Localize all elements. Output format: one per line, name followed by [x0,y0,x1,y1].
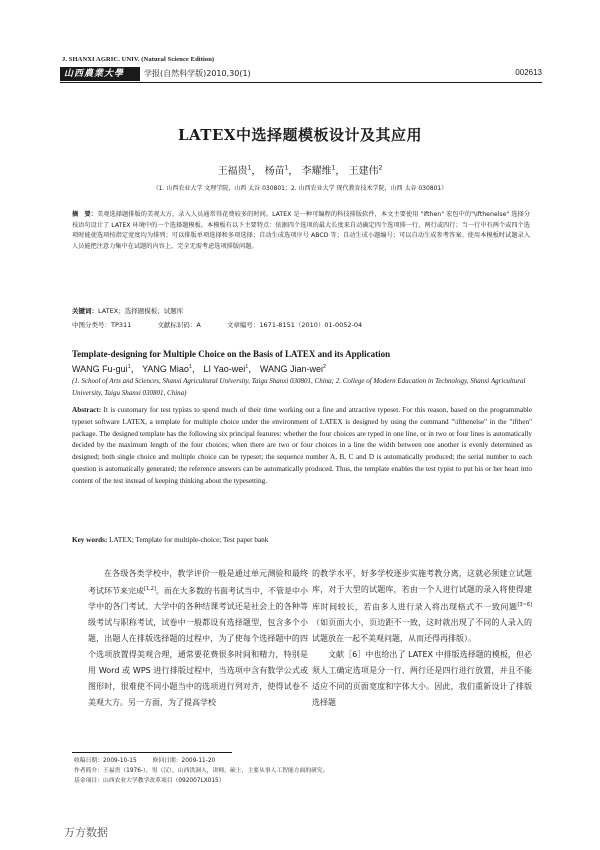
body-text: 。而在大多数的书面考试当中，不管是中小学中的各门考试、大学中的各种结课考试还是社会上的各种等级考试与职称考试，试卷中一般都设有选择题型，包含多个小题，出题人在排版选择题的过程中，为了使每个选择题中的四个选项放置得美观合理，通常要花费很多时间和精力，特别是用 Word 或 WPS 进行排版过程中，当选项中含有数学公式或图形时，很难使不同小题当中的选项进行列对齐，使得试卷不美观大方。另一方面，为了提高学校 [88,586,309,707]
keywords-text-zh: LATEX；选择题模板；试题库 [98,307,184,315]
author-affil-mark: 1 [245,364,249,370]
body-column-right [312,566,532,711]
author-affil-mark: 1 [247,164,252,172]
document-code: 文献标识码：A [157,321,201,329]
author-affil-mark: 1 [331,164,336,172]
abstract-en [72,405,532,488]
clc-number: 中图分类号：TP311 [72,321,132,329]
article-code: 002613 [515,68,542,77]
watermark: 万方数据 [64,826,108,839]
affiliation-zh: （1. 山西农业大学 文理学院，山西 太谷 030801；2. 山西农业大学 现代教育技术学院，山西 太谷 030801） [152,185,448,192]
abstract-label-en: Abstract: [72,406,102,414]
author-name: 李耀维 [301,166,332,177]
journal-issue: 学报(自然科学版)2010,30(1) [144,69,251,78]
classification-meta [72,320,532,329]
body-paragraph [88,566,308,711]
author-name-en: WANG Jian-wei [259,364,323,374]
article-number: 文章编号：1671-8151（2010）01-0052-04 [226,321,363,329]
masthead [60,67,542,81]
revised-date: 修回日期：2009-11-20 [152,758,216,764]
abstract-zh [72,210,530,252]
footnotes [74,756,534,786]
author-affil-mark: 2 [323,364,327,370]
author-name: 王建伟 [348,166,379,177]
author-affil-mark: 2 [378,164,383,172]
footnote-rule [72,752,232,753]
body-text: 在各级各类学校中，教学评价一般是通过单元测验和最终考试环节来完成 [88,569,308,596]
footnote-dates [74,756,534,766]
keywords-label-en: Key words: [72,536,108,544]
paper-title-en: Template-designing for Multiple Choice on the Basis of LATEX and its Application [72,349,391,359]
authors-en: WANG Fu-gui$^1$， YANG Miao$^1$， LI Yao-wei$^1$， WANG Jian-wei$^2$ [72,364,327,374]
abstract-text-zh: 美观选择题排版的美观大方，录入人员通常得花费较多的时间。LATEX 是一种可编程的科技排版软件，本文主要使用 "ifthen" 宏包中的"\ifthenelse" 选择分枝语句设计了 LATEX 环境中的一个选择题模板。本模板有以下主要特点：依据四个选项的最大长度来自动确定四个选项排一行、两行或四行；当一行中有两个或四个选项时能使选项按指定宽度均为排列；可以排版单项选择和多项选择；自动生成选项序号 ABCD 等；自动生成小题编号；可以自动生成参考答案。使用本模板时试题录入人员能把注意力集中在试题的内容上，完全无需考虑选项排版问题。 [72,211,531,250]
keywords-text-en: LATEX; Template for multiple-choice; Test paper bank [109,536,269,544]
keywords-label-zh: 关键词： [72,307,98,315]
paper-title-zh: LATEX中选择题模板设计及其应用 [177,126,423,144]
abstract-text-en: It is customary for test typists to spend much of their time working out a fine and attractive typeset. For this reason, based on the programmable typeset software LATEX, a template for multiple choice under the environment of LATEX is designed by using the command "\ifthenelse" in the "ifthen" package. The designed template has the following six principal features: whether the four choices are typed in one line, or in two or four lines is automatically decided by the maximum length of the four choices; when there are two or four choices in a line the width between one another is evenly determined as designed; both single choice and multiple choice can be typeset; the sequence number A, B, C and D is automatically produced; the serial number to each question is automatically generated; the reference answers can be automatically produced. Thus, the template enables the test typist to put his or her heart into content of the test instead of keeping thinking about the typesetting. [72,406,532,485]
author-name: 王福贵 [217,166,248,177]
author-name-en: LI Yao-wei [203,364,246,374]
body-column-left [88,566,308,711]
keywords-zh [72,306,532,315]
header-rule [60,82,542,83]
footnote-fund: 基金项目：山西农业大学教学改革项目（092007LX015） [74,778,225,784]
citation: [3~6] [517,601,532,608]
journal-logo: 山西農業大學 [60,67,140,81]
author-name: 杨苗 [264,166,285,177]
authors-zh: 王福贵$^1$， 杨苗$^1$， 李耀维$^1$， 王建伟$^2$ [217,164,383,177]
footnote-author: 作者简介：王福贵（1976-），男（汉），山西洪洞人，讲师，硕士，主要从事人工智能方面的研究。 [74,768,329,774]
abstract-label-zh: 摘 要： [72,211,98,218]
body-text: 的教学水平，好多学校逐步实施考教分离，这就必须建立试题库，对于大型的试题库，若由一个人进行试题的录入将使得建库时间较长，若由多人进行录入将出现格式不一致问题 [312,569,532,612]
author-affil-mark: 1 [284,164,289,172]
author-affil-mark: 1 [127,364,131,370]
affiliation-en: (1. School of Arts and Sciences, Shanxi Agricultural University, Taigu Shanxi 030801, China; 2. College of Modern Education in Technology, Shanxi Agricultural University, Taigu Shanxi 030801, China) [72,377,526,397]
author-name-en: WANG Fu-gui [72,364,128,374]
body-paragraph [312,566,532,647]
author-name-en: YANG Miao [142,364,189,374]
journal-title-en: J. SHANXI AGRIC. UNIV. (Natural Science Edition) [62,56,215,63]
author-affil-mark: 1 [188,364,193,370]
body-text: （如页面大小，页边距不一致，这时就出现了不同的人录入的试题放在一起不美观问题，从而还得再排版）。 [312,618,532,644]
keywords-en [72,536,532,544]
body-paragraph: 文献［6］中也给出了 LATEX 中排版选择题的模板，但必须人工确定选项是分一行、两行还是四行进行放置，并且不能适应不同的页面宽度和字体大小。因此，我们重新设计了排版选择题 [312,650,532,707]
received-date: 收稿日期：2009-10-15 [74,758,137,764]
citation: [1,2] [144,585,156,592]
